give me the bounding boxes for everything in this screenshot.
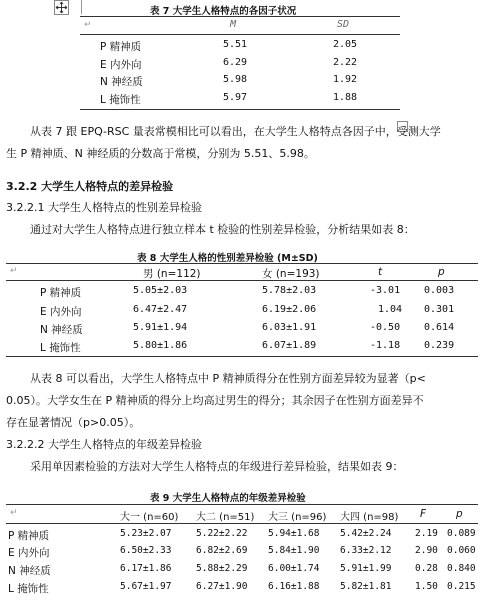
table7-row-label: L 掩饰性 xyxy=(100,94,141,106)
table8-title: 表 8 大学生人格的性别差异检验 (M±SD) xyxy=(137,253,318,264)
table7-cell-m: 5.98 xyxy=(223,74,248,85)
table8-cell-male: 5.80±1.86 xyxy=(133,340,188,351)
table7-cell-m: 5.97 xyxy=(223,92,248,103)
return-mark: ↵ xyxy=(84,20,92,30)
table9-cell-g2: 5.22±2.22 xyxy=(196,528,248,539)
table9-cell-p: 0.840 xyxy=(447,563,476,574)
table9-header-g1: 大一 (n=60) xyxy=(120,512,179,523)
table9-cell-g2: 6.27±1.90 xyxy=(196,581,248,592)
table9-cell-g1: 5.67±1.97 xyxy=(120,581,172,592)
subsection-heading: 3.2.2.1 大学生人格特点的性别差异检验 xyxy=(6,201,202,214)
table8-cell-p: 0.003 xyxy=(424,285,455,296)
table8-cell-t: -3.01 xyxy=(370,285,401,296)
paragraph-line: 0.05）。大学女生在 P 精神质的得分上均高过男生的得分；其余因子在性别方面差异不 xyxy=(6,394,424,407)
table9-header-g2: 大二 (n=51) xyxy=(196,512,255,523)
table-move-handle[interactable] xyxy=(54,0,69,15)
table9-header-rule xyxy=(6,523,478,524)
table9-cell-f: 1.50 xyxy=(415,581,438,592)
paragraph-line: 存在显著情况（p>0.05）。 xyxy=(6,416,141,429)
table9-cell-g3: 6.00±1.74 xyxy=(268,563,320,574)
table9-cell-g2: 5.88±2.29 xyxy=(196,563,248,574)
table8-header-male: 男 (n=112) xyxy=(143,268,201,280)
table9-cell-g1: 6.17±1.86 xyxy=(120,563,172,574)
table7-row-label: E 内外向 xyxy=(100,59,142,71)
table8-cell-t: -0.50 xyxy=(370,322,401,333)
table8-top-rule xyxy=(6,263,478,264)
table8-header-rule xyxy=(6,280,478,281)
table7-cell-sd: 2.05 xyxy=(333,39,358,50)
table9-cell-g2: 6.82±2.69 xyxy=(196,545,248,556)
table8-header-female: 女 (n=193) xyxy=(262,268,320,280)
table9-cell-f: 0.28 xyxy=(415,563,438,574)
table8-cell-female: 6.03±1.91 xyxy=(262,322,317,333)
table9-cell-g4: 6.33±2.12 xyxy=(340,545,392,556)
table9-cell-g4: 5.82±1.81 xyxy=(340,581,392,592)
table8-cell-t: 1.04 xyxy=(378,304,403,315)
table8-header-p: p xyxy=(438,266,445,278)
table7-cell-m: 6.29 xyxy=(223,57,248,68)
table9-cell-g4: 5.42±2.24 xyxy=(340,528,392,539)
paragraph-line: 从表 8 可以看出，大学生人格特点中 P 精神质得分在性别方面差异较为显著（p< xyxy=(30,372,426,385)
return-mark: ↵ xyxy=(10,508,18,518)
table7-bottom-rule xyxy=(80,109,400,110)
table9-top-rule xyxy=(6,504,478,505)
table7-cell-sd: 2.22 xyxy=(333,57,358,68)
section-heading: 3.2.2 大学生人格特点的差异检验 xyxy=(6,180,174,193)
table8-cell-p: 0.239 xyxy=(424,340,455,351)
table9-cell-g1: 5.23±2.07 xyxy=(120,528,172,539)
table7-header-rule xyxy=(80,34,400,35)
table8-cell-female: 6.07±1.89 xyxy=(262,340,317,351)
table-edge-line xyxy=(81,0,82,14)
paragraph-line: 从表 7 跟 EPQ-RSC 量表常模相比可以看出，在大学生人格特点各因子中，受测大学 xyxy=(30,125,441,138)
table9-cell-p: 0.215 xyxy=(447,581,476,592)
paragraph-line: 生 P 精神质、N 神经质的分数高于常模，分别为 5.51、5.98。 xyxy=(6,147,315,160)
table8-cell-p: 0.301 xyxy=(424,304,455,315)
table7-row-label: N 神经质 xyxy=(100,76,143,88)
table7-cell-sd: 1.92 xyxy=(333,74,358,85)
table9-cell-g1: 6.50±2.33 xyxy=(120,545,172,556)
table8-cell-male: 6.47±2.47 xyxy=(133,304,188,315)
table8-cell-male: 5.91±1.94 xyxy=(133,322,188,333)
subsection-heading: 3.2.2.2 大学生人格特点的年级差异检验 xyxy=(6,438,202,451)
table9-cell-g4: 5.91±1.99 xyxy=(340,563,392,574)
table7-cell-sd: 1.88 xyxy=(333,92,358,103)
table9-row-label: E 内外向 xyxy=(8,547,50,559)
table9-cell-p: 0.089 xyxy=(447,528,476,539)
table9-cell-g3: 5.94±1.68 xyxy=(268,528,320,539)
table8-header-t: t xyxy=(378,266,383,278)
table9-cell-g3: 5.84±1.90 xyxy=(268,545,320,556)
move-icon xyxy=(55,1,68,14)
table8-row-label: L 掩饰性 xyxy=(40,342,81,354)
table7-cell-m: 5.51 xyxy=(223,39,248,50)
paragraph-line: 采用单因素检验的方法对大学生人格特点的年级进行差异检验，结果如表 9： xyxy=(30,460,404,473)
paragraph-line: 通过对大学生人格特点进行独立样本 t 检验的性别差异检验，分析结果如表 8： xyxy=(30,223,415,236)
table8-cell-p: 0.614 xyxy=(424,322,455,333)
table9-header-g3: 大三 (n=96) xyxy=(268,512,327,523)
table9-cell-f: 2.90 xyxy=(415,545,438,556)
table8-bottom-rule xyxy=(6,356,478,357)
table7-top-rule xyxy=(80,16,400,17)
table9-title: 表 9 大学生人格特点的年级差异检验 xyxy=(150,493,306,504)
table8-row-label: N 神经质 xyxy=(40,324,83,336)
table8-row-label: P 精神质 xyxy=(40,287,82,299)
table9-header-g4: 大四 (n=98) xyxy=(340,512,399,523)
table8-cell-female: 5.78±2.03 xyxy=(262,285,317,296)
return-mark: ↵ xyxy=(10,266,18,276)
table9-row-label: L 掩饰性 xyxy=(8,583,49,595)
table9-cell-g3: 6.16±1.88 xyxy=(268,581,320,592)
table9-cell-p: 0.060 xyxy=(447,545,476,556)
table9-row-label: N 神经质 xyxy=(8,565,51,577)
table9-header-f: F xyxy=(420,508,427,520)
table8-cell-male: 5.05±2.03 xyxy=(133,285,188,296)
table7-row-label: P 精神质 xyxy=(100,41,142,53)
table8-cell-female: 6.19±2.06 xyxy=(262,304,317,315)
table8-cell-t: -1.18 xyxy=(370,340,401,351)
table8-row-label: E 内外向 xyxy=(40,306,82,318)
table7-title: 表 7 大学生人格特点的各因子状况 xyxy=(150,6,297,17)
table9-cell-f: 2.19 xyxy=(415,528,438,539)
table7-header-m: M xyxy=(230,19,237,30)
table9-row-label: P 精神质 xyxy=(8,530,50,542)
table9-header-p: p xyxy=(456,508,463,520)
table7-header-sd: SD xyxy=(337,19,350,30)
